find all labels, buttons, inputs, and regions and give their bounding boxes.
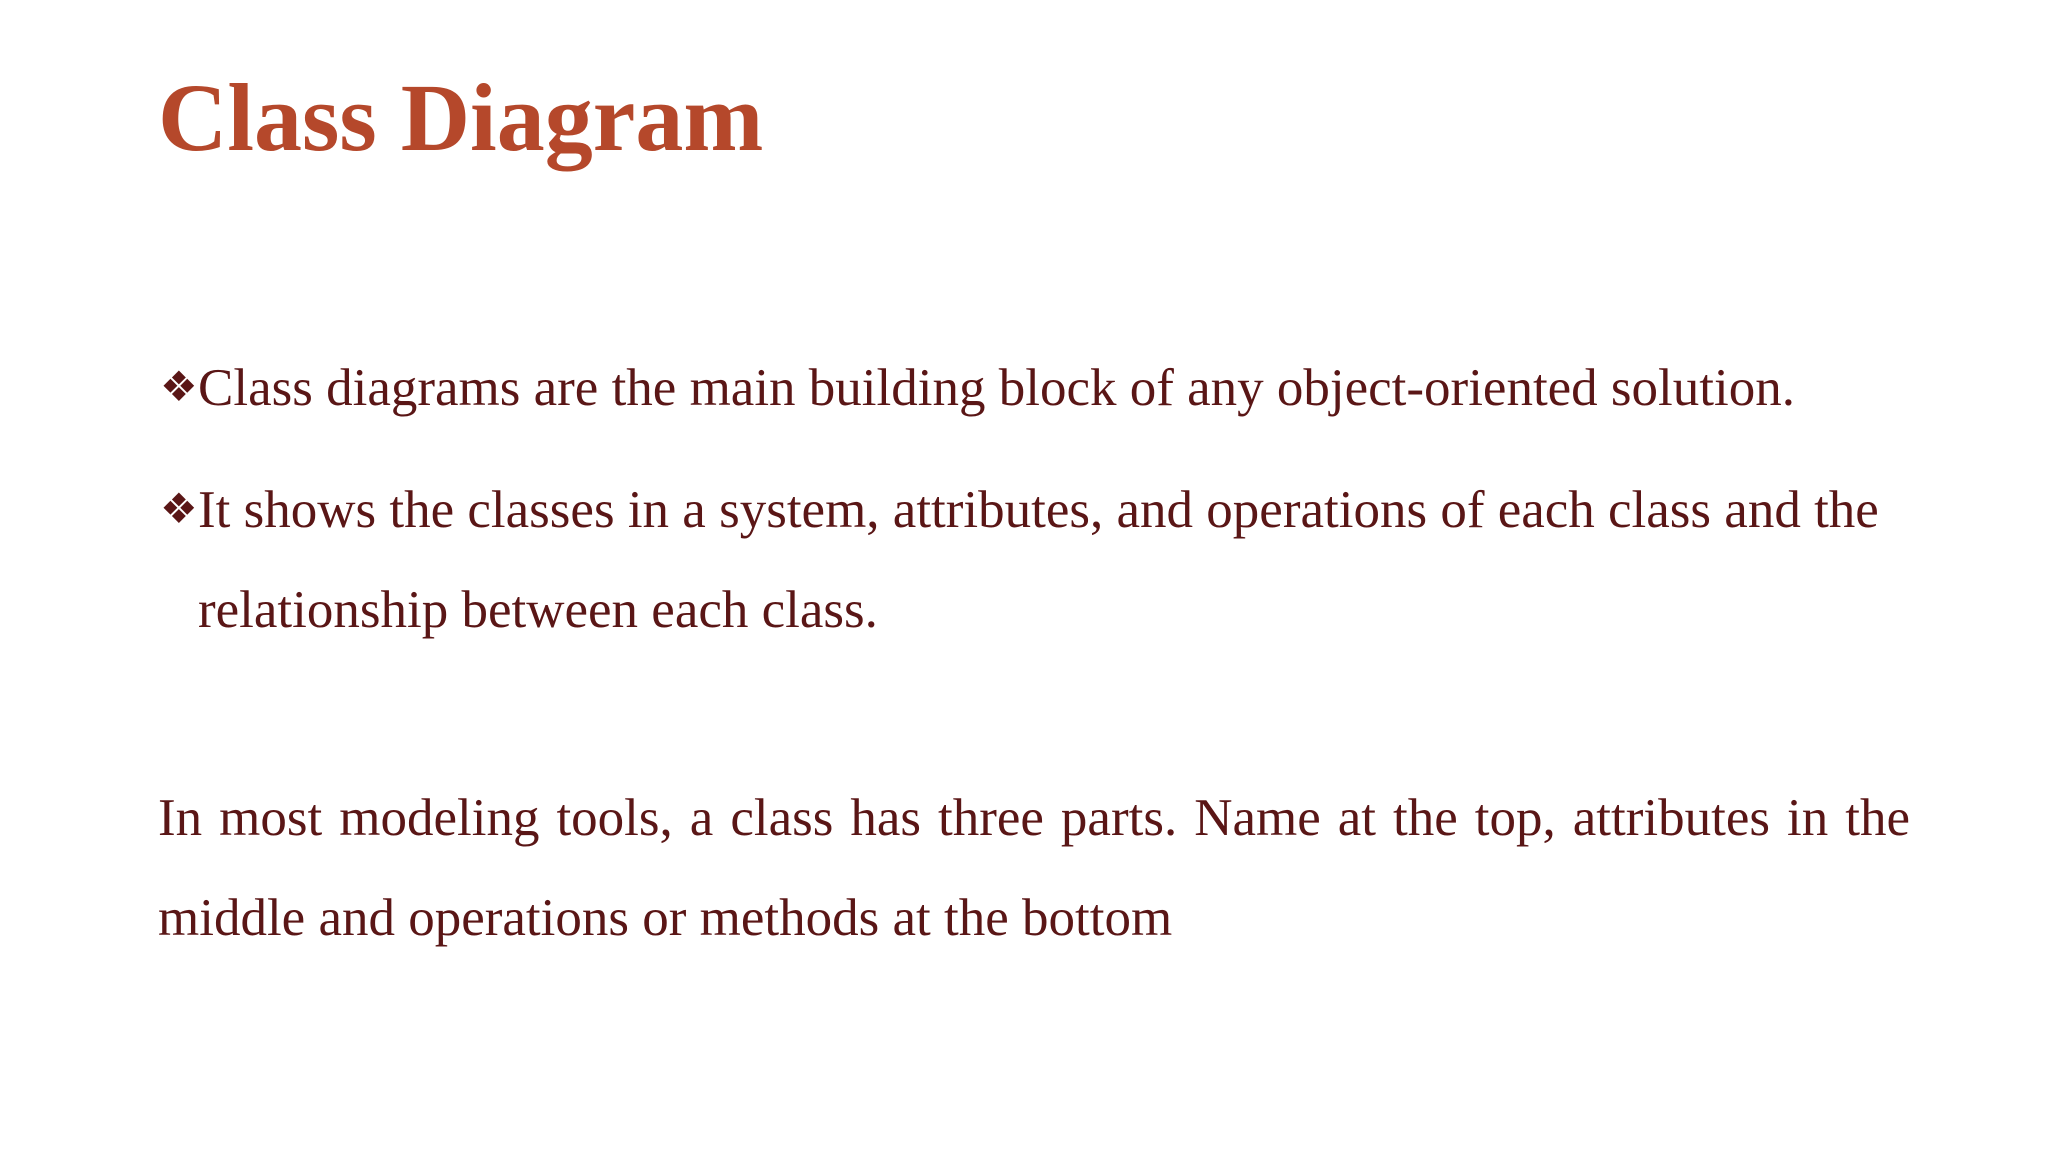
bullet-list — [158, 338, 1918, 682]
bullet-text: Class diagrams are the main building block of any object-oriented solution. — [198, 359, 1795, 417]
body-paragraph: In most modeling tools, a class has three parts. Name at the top, attributes in the middle and operations or methods at the bottom — [158, 789, 1910, 947]
diamond-bullet-icon: ❖ — [160, 365, 198, 411]
diamond-bullet-icon: ❖ — [160, 487, 198, 533]
bullet-text: It shows the classes in a system, attributes, and operations of each class and the relationship between each class. — [198, 481, 1879, 639]
bullet-item — [158, 338, 1918, 438]
slide-title: Class Diagram — [158, 64, 764, 171]
bullet-item — [158, 460, 1918, 660]
